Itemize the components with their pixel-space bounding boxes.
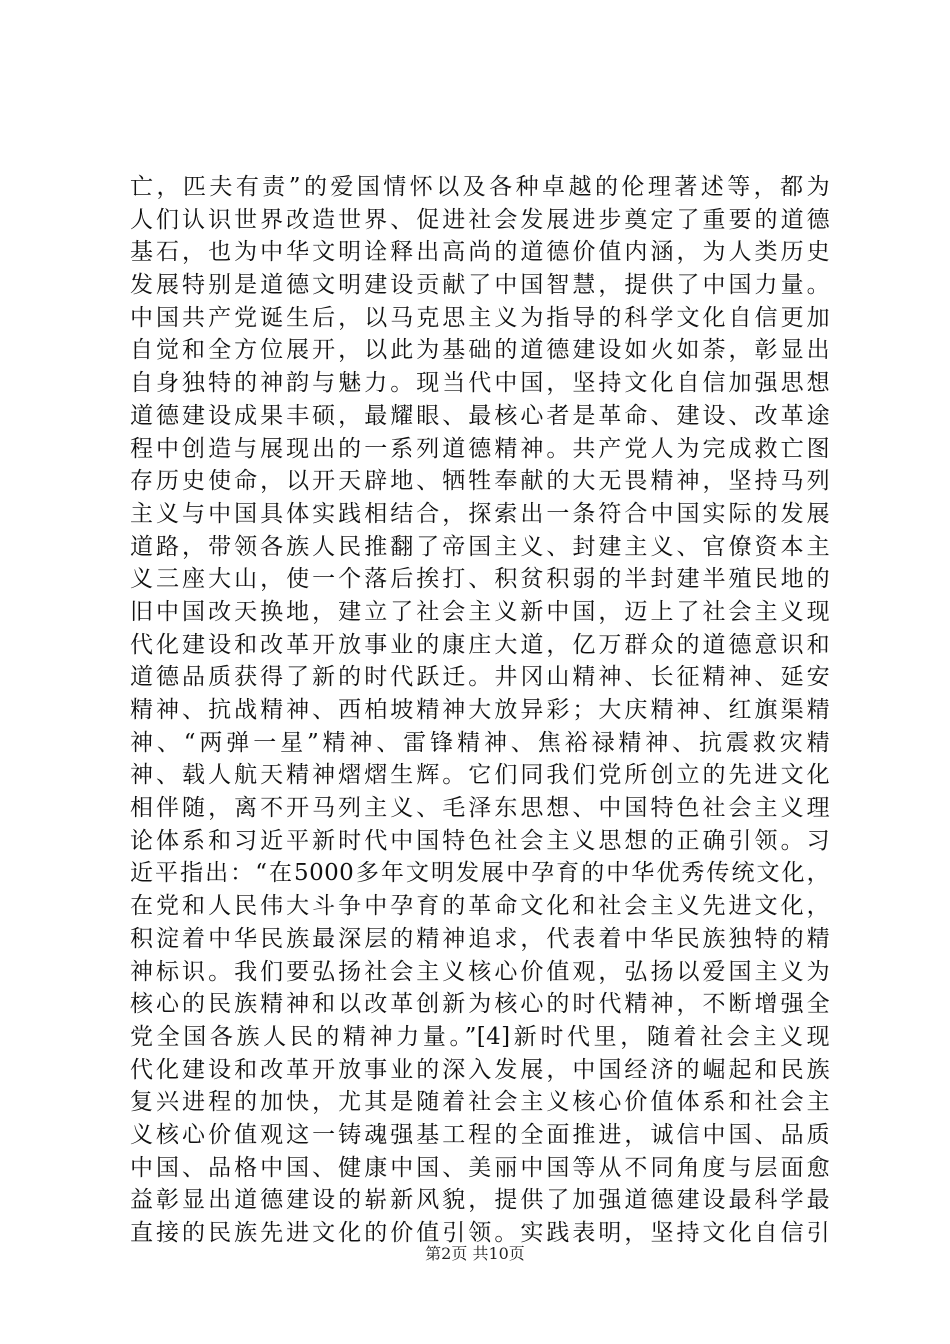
- text-line: 在党和人民伟大斗争中孕育的革命文化和社会主义先进文化，: [130, 893, 830, 920]
- text-line: 直接的民族先进文化的价值引领。实践表明，坚持文化自信引: [130, 1220, 830, 1246]
- text-line: 发展特别是道德文明建设贡献了中国智慧，提供了中国力量。: [130, 272, 830, 299]
- text-line: 存历史使命，以开天辟地、牺牲奉献的大无畏精神，坚持马列: [130, 468, 830, 495]
- text-line: 神、“两弹一星”精神、雷锋精神、焦裕禄精神、抗震救灾精: [130, 729, 830, 756]
- text-line: 义核心价值观这一铸魂强基工程的全面推进，诚信中国、品质: [130, 1121, 830, 1148]
- text-line: 旧中国改天换地，建立了社会主义新中国，迈上了社会主义现: [130, 598, 830, 625]
- text-line: 相伴随，离不开马列主义、毛泽东思想、中国特色社会主义理: [130, 795, 830, 822]
- body-text: [130, 171, 830, 1250]
- text-line: 神标识。我们要弘扬社会主义核心价值观，弘扬以爱国主义为: [130, 958, 830, 985]
- text-line: 中国共产党诞生后，以马克思主义为指导的科学文化自信更加: [130, 304, 830, 331]
- text-line: 积淀着中华民族最深层的精神追求，代表着中华民族独特的精: [130, 925, 830, 952]
- text-line: 中国、品格中国、健康中国、美丽中国等从不同角度与层面愈: [130, 1154, 830, 1181]
- text-line: 道德品质获得了新的时代跃迁。井冈山精神、长征精神、延安: [130, 664, 830, 691]
- text-line: 近平指出：“在5000多年文明发展中孕育的中华优秀传统文化，: [130, 860, 830, 887]
- page-footer: 第2页 共10页: [425, 1244, 525, 1263]
- text-line: 道路，带领各族人民推翻了帝国主义、封建主义、官僚资本主: [130, 533, 830, 560]
- text-line: 核心的民族精神和以改革创新为核心的时代精神，不断增强全: [130, 991, 830, 1018]
- text-line: 论体系和习近平新时代中国特色社会主义思想的正确引领。习: [130, 827, 830, 854]
- text-line: 程中创造与展现出的一系列道德精神。共产党人为完成救亡图: [130, 435, 830, 462]
- text-line: 益彰显出道德建设的崭新风貌，提供了加强道德建设最科学最: [130, 1187, 830, 1214]
- text-line: 神、载人航天精神熠熠生辉。它们同我们党所创立的先进文化: [130, 762, 830, 789]
- text-line: 复兴进程的加快，尤其是随着社会主义核心价值体系和社会主: [130, 1089, 830, 1116]
- text-line: 基石，也为中华文明诠释出高尚的道德价值内涵，为人类历史: [130, 239, 830, 266]
- text-line: 道德建设成果丰硕，最耀眼、最核心者是革命、建设、改革途: [130, 402, 830, 429]
- text-line: 代化建设和改革开放事业的深入发展，中国经济的崛起和民族: [130, 1056, 830, 1083]
- text-line: 精神、抗战精神、西柏坡精神大放异彩；大庆精神、红旗渠精: [130, 697, 830, 723]
- text-line: 党全国各族人民的精神力量。”[4]新时代里，随着社会主义现: [130, 1023, 830, 1050]
- text-line: 主义与中国具体实践相结合，探索出一条符合中国实际的发展: [130, 500, 830, 527]
- text-line: 自觉和全方位展开，以此为基础的道德建设如火如荼，彰显出: [130, 337, 830, 364]
- text-line: 亡，匹夫有责”的爱国情怀以及各种卓越的伦理著述等，都为: [130, 174, 830, 200]
- text-line: 自身独特的神韵与魅力。现当代中国，坚持文化自信加强思想: [130, 370, 830, 397]
- text-line: 义三座大山，使一个落后挨打、积贫积弱的半封建半殖民地的: [130, 566, 830, 593]
- text-line: 人们认识世界改造世界、促进社会发展进步奠定了重要的道德: [130, 206, 830, 233]
- text-line: 代化建设和改革开放事业的康庄大道，亿万群众的道德意识和: [130, 631, 830, 658]
